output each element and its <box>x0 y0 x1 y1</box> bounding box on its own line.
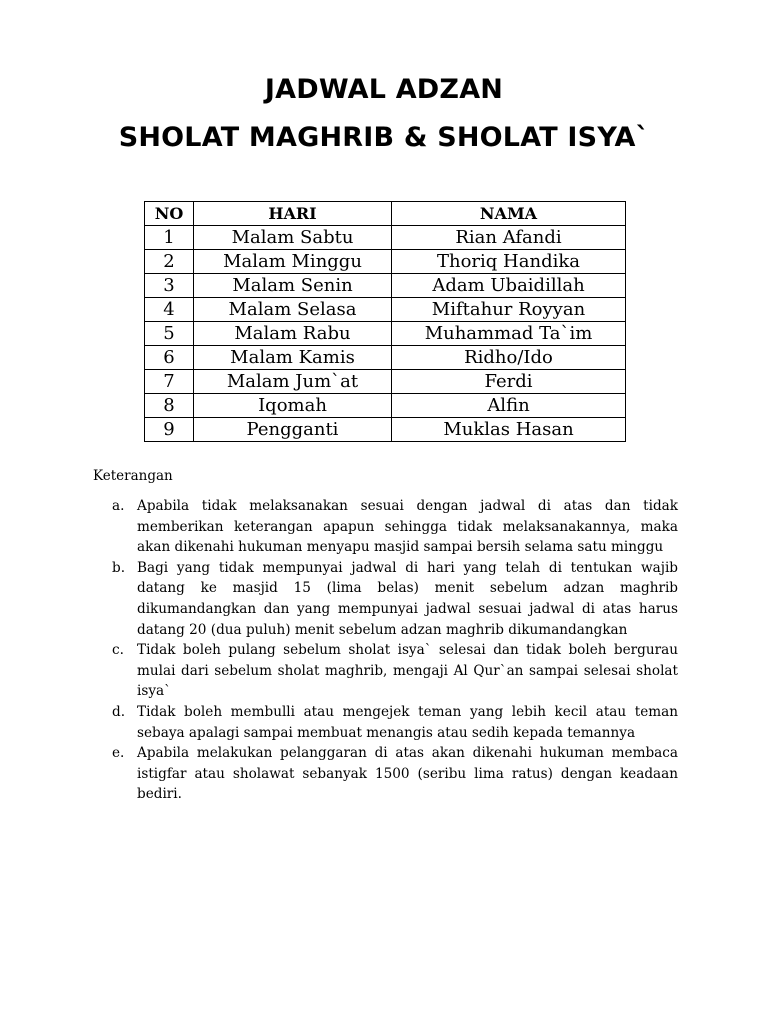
header-hari: HARI <box>194 202 392 226</box>
cell-hari: Malam Sabtu <box>194 226 392 250</box>
cell-no: 9 <box>145 418 194 442</box>
cell-hari: Iqomah <box>194 394 392 418</box>
cell-no: 5 <box>145 322 194 346</box>
cell-nama: Alfin <box>392 394 626 418</box>
table-row <box>145 322 626 346</box>
cell-nama: Muhammad Ta`im <box>392 322 626 346</box>
cell-no: 2 <box>145 250 194 274</box>
cell-hari: Malam Selasa <box>194 298 392 322</box>
list-item <box>112 743 678 805</box>
cell-nama: Thoriq Handika <box>392 250 626 274</box>
cell-no: 3 <box>145 274 194 298</box>
cell-no: 8 <box>145 394 194 418</box>
cell-nama: Miftahur Royyan <box>392 298 626 322</box>
page-subtitle: SHOLAT MAGHRIB & SHOLAT ISYA` <box>118 122 650 153</box>
list-item-text: Apabila tidak melaksanakan sesuai dengan jadwal di atas dan tidak memberikan keterangan apapun sehingga tidak melaksanakannya, maka akan dikenahi hukuman menyapu masjid sampai bersih selama satu minggu <box>137 498 678 556</box>
cell-nama: Rian Afandi <box>392 226 626 250</box>
cell-hari: Malam Minggu <box>194 250 392 274</box>
cell-nama: Ridho/Ido <box>392 346 626 370</box>
cell-hari: Malam Kamis <box>194 346 392 370</box>
list-item <box>112 640 678 702</box>
notes-title: Keterangan <box>93 468 173 484</box>
list-marker: a. <box>112 498 125 514</box>
cell-hari: Malam Senin <box>194 274 392 298</box>
cell-nama: Ferdi <box>392 370 626 394</box>
header-no: NO <box>145 202 194 226</box>
cell-no: 1 <box>145 226 194 250</box>
table-header-row <box>145 202 626 226</box>
cell-no: 7 <box>145 370 194 394</box>
list-marker: d. <box>112 703 126 720</box>
table-row <box>145 298 626 322</box>
schedule-table <box>144 201 626 442</box>
cell-hari: Malam Rabu <box>194 322 392 346</box>
table-row <box>145 394 626 418</box>
cell-hari: Malam Jum`at <box>194 370 392 394</box>
table-row <box>145 274 626 298</box>
page-title: JADWAL ADZAN <box>264 74 504 105</box>
list-item-text: Bagi yang tidak mempunyai jadwal di hari yang telah di tentukan wajib datang ke masjid 15 (lima belas) menit sebelum adzan maghrib dikumandangkan dan yang mempunyai jadwal sesuai jadwal di atas harus datang 20 (dua puluh) menit sebelum adzan maghrib dikumandangkan <box>137 559 678 638</box>
cell-nama: Adam Ubaidillah <box>392 274 626 298</box>
header-nama: NAMA <box>392 202 626 226</box>
cell-hari: Pengganti <box>194 418 392 442</box>
table-row <box>145 418 626 442</box>
list-item-text: Tidak boleh membulli atau mengejek teman yang lebih kecil atau teman sebaya apalagi sampai membuat menangis atau sedih kepada temannya <box>137 703 678 741</box>
cell-nama: Muklas Hasan <box>392 418 626 442</box>
cell-no: 6 <box>145 346 194 370</box>
list-marker: b. <box>112 559 126 576</box>
table-row <box>145 250 626 274</box>
notes-list <box>112 496 678 805</box>
list-item <box>112 702 678 743</box>
table-row <box>145 226 626 250</box>
list-item-text: Tidak boleh pulang sebelum sholat isya` selesai dan tidak boleh bergurau mulai dari sebelum sholat maghrib, mengaji Al Qur`an sampai selesai sholat isya` <box>137 642 678 700</box>
table-row <box>145 346 626 370</box>
list-item-text: Apabila melakukan pelanggaran di atas akan dikenahi hukuman membaca istigfar atau sholawat sebanyak 1500 (seribu lima ratus) dengan keadaan bediri. <box>137 745 678 803</box>
list-item <box>112 558 678 640</box>
cell-no: 4 <box>145 298 194 322</box>
list-marker: c. <box>112 642 124 659</box>
list-item <box>112 496 678 558</box>
table-row <box>145 370 626 394</box>
list-marker: e. <box>112 745 125 762</box>
